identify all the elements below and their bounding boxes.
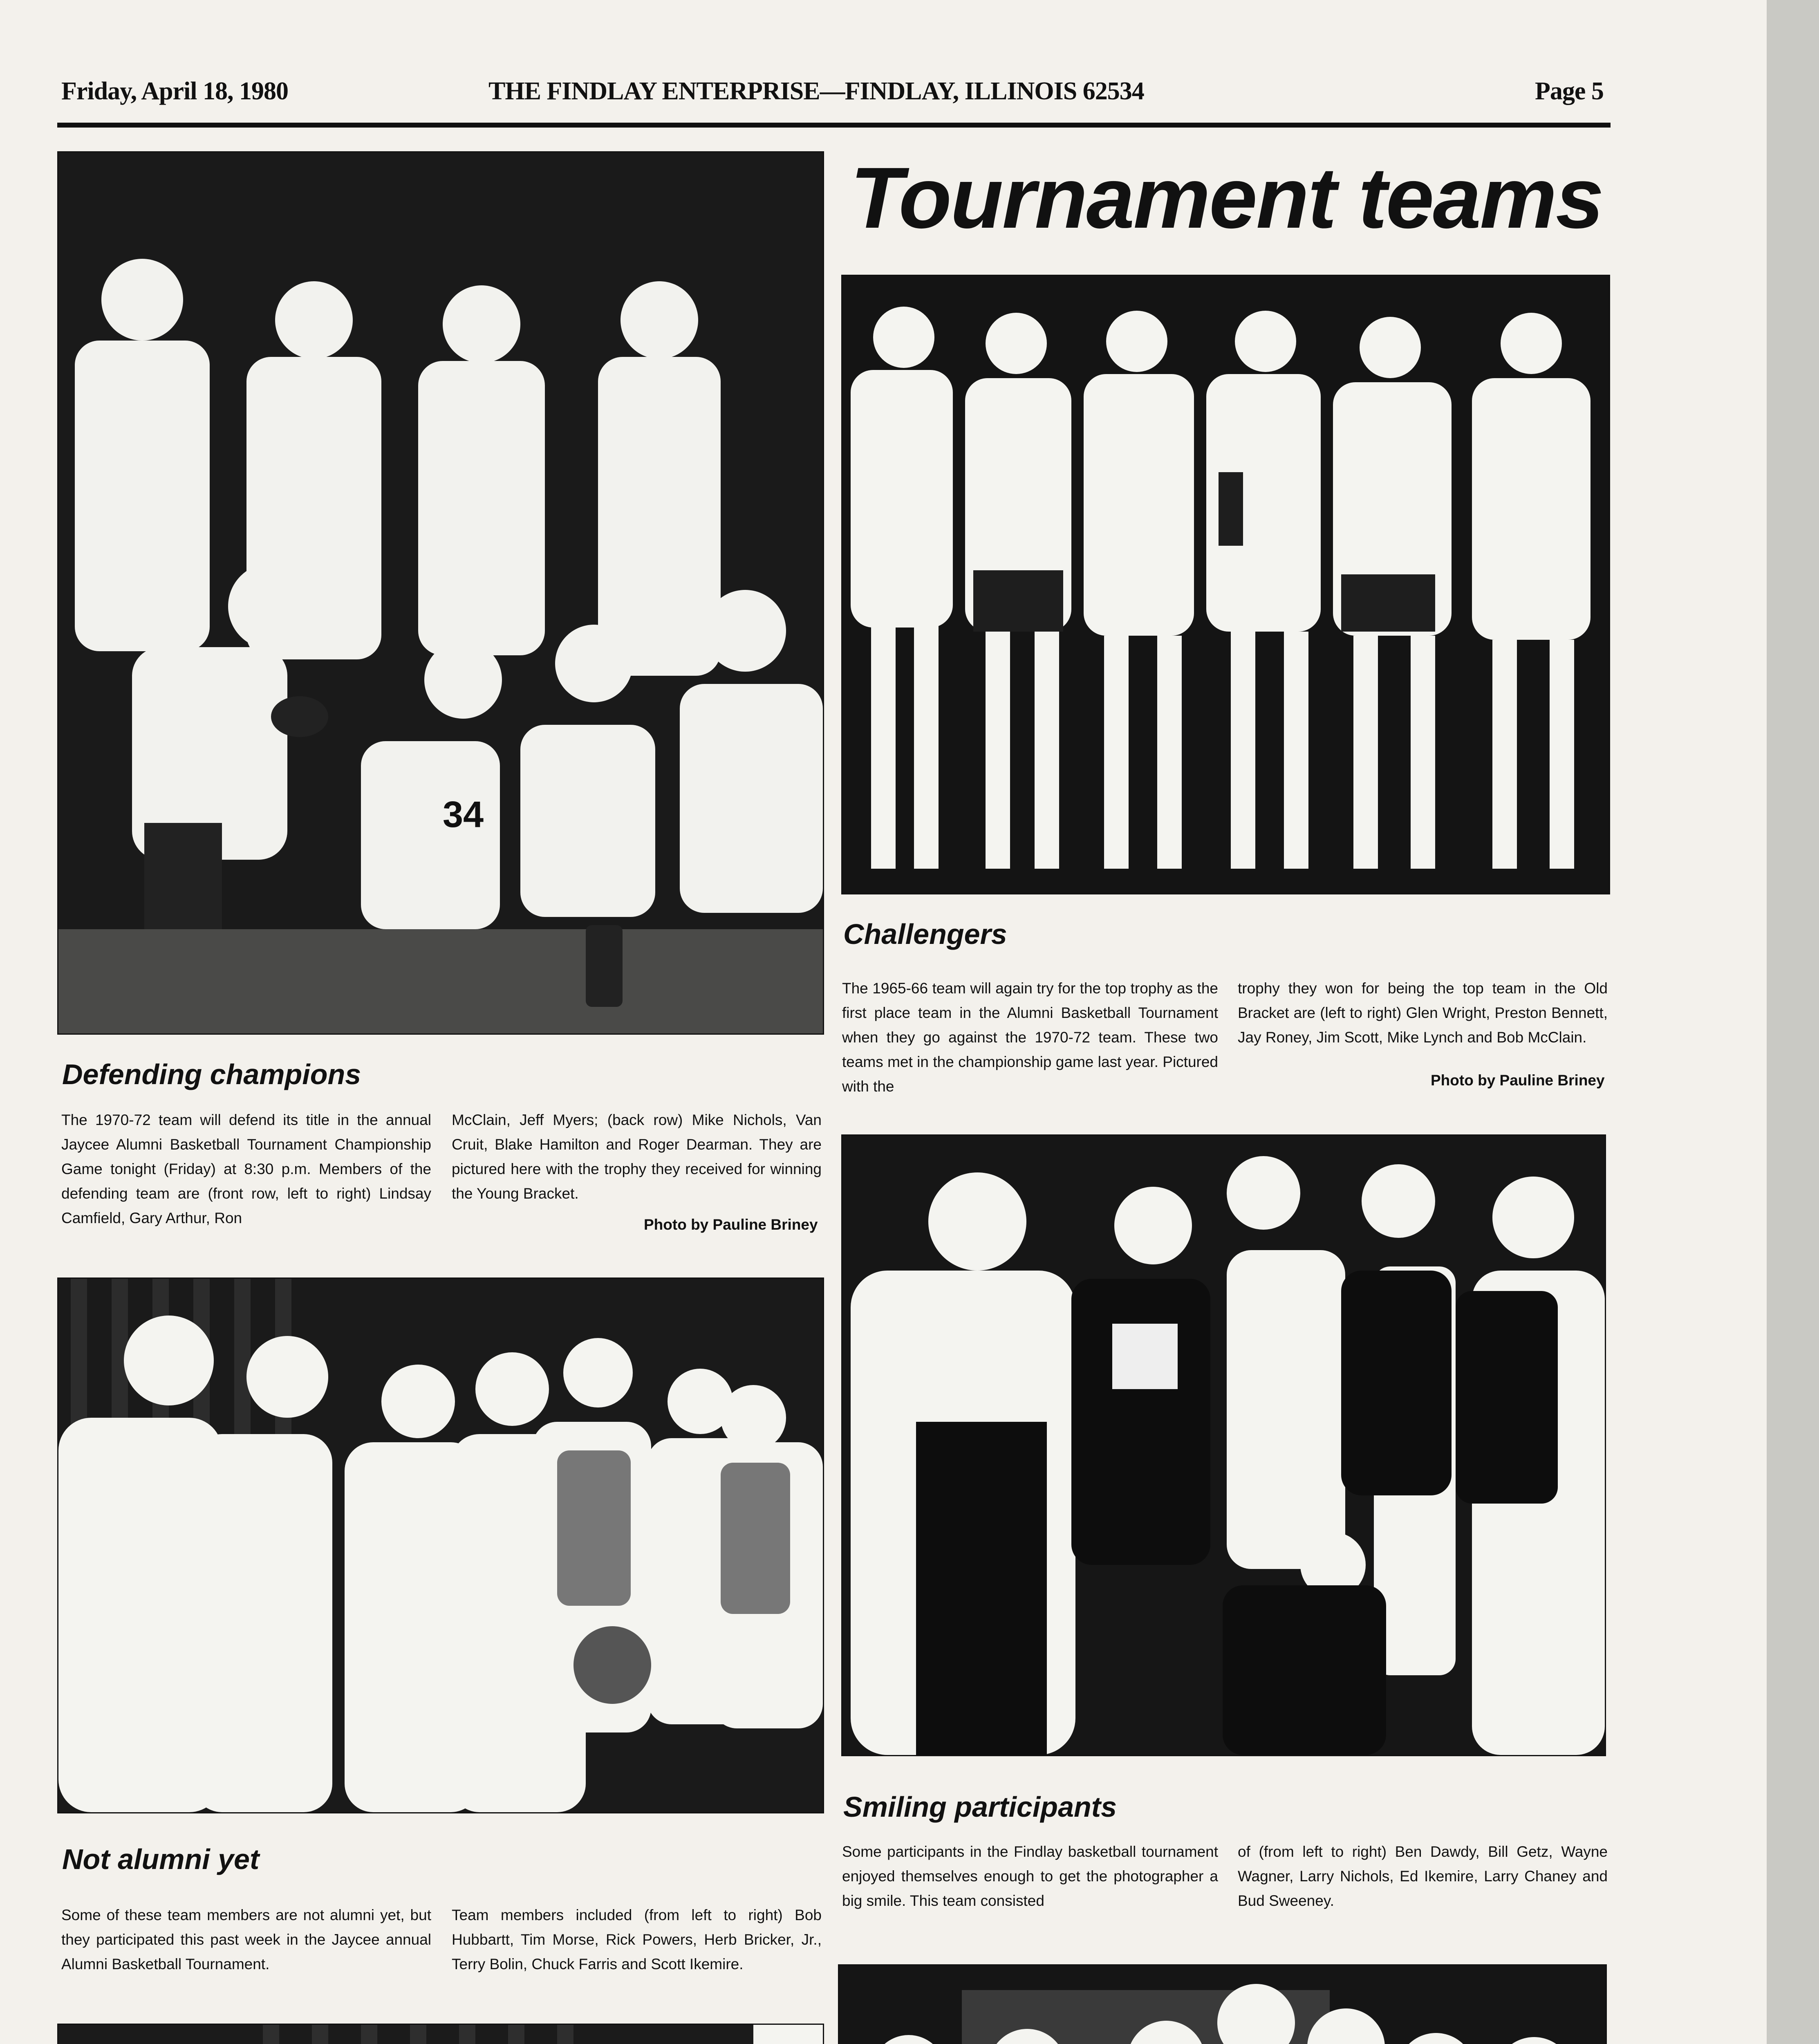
caption-text-smiling-col1: Some participants in the Findlay basketball tournament enjoyed themselves enough to get the photographer a big smile. This team consisted — [842, 1843, 1218, 1909]
caption-text-smiling-col2: of (from left to right) Ben Dawdy, Bill Getz, Wayne Wagner, Larry Nichols, Ed Ikemire, Larry Chaney and Bud Sweeney. — [1238, 1843, 1608, 1909]
caption-title-smiling: Smiling participants — [843, 1791, 1117, 1823]
photo-not-alumni-yet — [57, 1278, 824, 1813]
photo-defending-champions — [57, 151, 824, 1035]
photo-hard-effort — [838, 1964, 1607, 2044]
scan-margin-right — [1767, 0, 1819, 2044]
caption-text-challengers-col2: trophy they won for being the top team in the Old Bracket are (left to right) Glen Wright, Preston Bennett, Jay Roney, Jim Scott, Mike Lynch and Bob McClain. — [1238, 980, 1608, 1046]
page-headline: Tournament teams — [850, 149, 1603, 246]
caption-text-not-alumni-col1: Some of these team members are not alumni yet, but they participated this past week in the Jaycee annual Alumni Basketball Tournament. — [61, 1907, 431, 1972]
photo-resting — [57, 2024, 824, 2044]
caption-title-challengers: Challengers — [843, 918, 1007, 950]
caption-text-challengers-col1: The 1965-66 team will again try for the top trophy as the first place team in the Alumni Basketball Tournament when they go against the 1970-72 team. These two teams met in the championship game last year. Pictured with the — [842, 980, 1218, 1095]
photo-credit-challengers: Photo by Pauline Briney — [1431, 1072, 1605, 1089]
jersey-number-34: 34 — [443, 794, 484, 835]
caption-text-defending-col2: McClain, Jeff Myers; (back row) Mike Nichols, Van Cruit, Blake Hamilton and Roger Dearman. They are pictured here with the trophy they received for winning the Young Bracket. — [452, 1112, 822, 1202]
page-number: Page 5 — [1535, 77, 1604, 105]
photo-challengers — [841, 275, 1610, 894]
caption-title-not-alumni: Not alumni yet — [62, 1843, 260, 1875]
caption-text-defending-col1: The 1970-72 team will defend its title in the annual Jaycee Alumni Basketball Tournament Championship Game tonight (Friday) at 8:30 p.m. Members of the defending team are (front row, left to right) Lindsay Camfield, Gary Arthur, Ron — [61, 1112, 431, 1226]
header-rule — [57, 123, 1611, 128]
masthead: THE FINDLAY ENTERPRISE—FINDLAY, ILLINOIS 62534 — [488, 77, 1144, 105]
issue-date: Friday, April 18, 1980 — [61, 77, 288, 105]
photo-credit-defending: Photo by Pauline Briney — [644, 1216, 818, 1233]
photo-smiling-participants — [841, 1134, 1606, 1756]
caption-title-defending: Defending champions — [62, 1058, 361, 1090]
caption-text-not-alumni-col2: Team members included (from left to right) Bob Hubbartt, Tim Morse, Rick Powers, Herb Bricker, Jr., Terry Bolin, Chuck Farris and Scott Ikemire. — [452, 1907, 822, 1972]
